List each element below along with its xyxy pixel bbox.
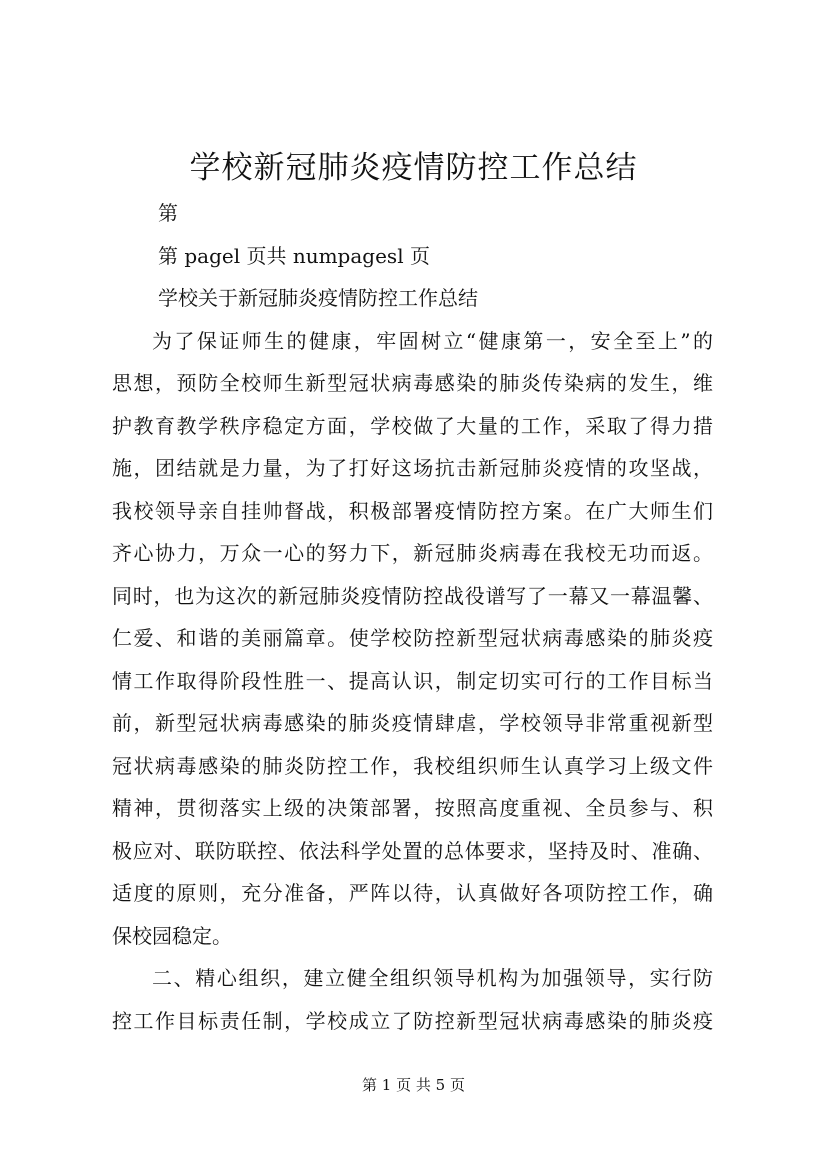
page-footer: 第 1 页 共 5 页 xyxy=(362,1076,465,1094)
text-line: 学校关于新冠肺炎疫情防控工作总结 xyxy=(158,286,478,310)
text-line: 冠状病毒感染的肺炎防控工作，我校组织师生认真学习上级文件 xyxy=(112,753,713,778)
text-line: 为了保证师生的健康，牢固树立“健康第一，安全至上”的 xyxy=(152,328,713,353)
text-line: 施，团结就是力量，为了打好这场抗击新冠肺炎疫情的攻坚战， xyxy=(112,456,713,480)
text-line: 保校园稳定。 xyxy=(112,923,232,948)
text-line: 思想，预防全校师生新型冠状病毒感染的肺炎传染病的发生，维 xyxy=(112,371,713,395)
text-line: 前，新型冠状病毒感染的肺炎疫情肆虐，学校领导非常重视新型 xyxy=(112,711,713,735)
text-line: 同时，也为这次的新冠肺炎疫情防控战役谱写了一幕又一幕温馨、 xyxy=(112,583,713,608)
text-line: 我校领导亲自挂帅督战，积极部署疫情防控方案。在广大师生们 xyxy=(112,498,713,523)
text-line: 齐心协力，万众一心的努力下，新冠肺炎病毒在我校无功而返。 xyxy=(112,541,713,565)
text-line: 护教育教学秩序稳定方面，学校做了大量的工作，采取了得力措 xyxy=(112,413,713,438)
text-line: 极应对、联防联控、依法科学处置的总体要求，坚持及时、准确、 xyxy=(112,838,713,863)
document-title: 学校新冠肺炎疫情防控工作总结 xyxy=(189,150,638,186)
text-line: 第 pagel 页共 numpagesl 页 xyxy=(158,243,430,268)
text-line: 控工作目标责任制，学校成立了防控新型冠状病毒感染的肺炎疫 xyxy=(112,1008,713,1033)
document-body xyxy=(112,192,713,1042)
text-line: 情工作取得阶段性胜一、提高认识，制定切实可行的工作目标当 xyxy=(112,668,713,693)
text-line: 仁爱、和谐的美丽篇章。使学校防控新型冠状病毒感染的肺炎疫 xyxy=(112,626,713,650)
text-line: 第 xyxy=(158,201,178,225)
text-line: 精神，贯彻落实上级的决策部署，按照高度重视、全员参与、积 xyxy=(112,796,713,820)
text-line: 适度的原则，充分准备，严阵以待，认真做好各项防控工作，确 xyxy=(112,881,713,905)
text-line: 二、精心组织，建立健全组织领导机构为加强领导，实行防 xyxy=(152,966,713,990)
